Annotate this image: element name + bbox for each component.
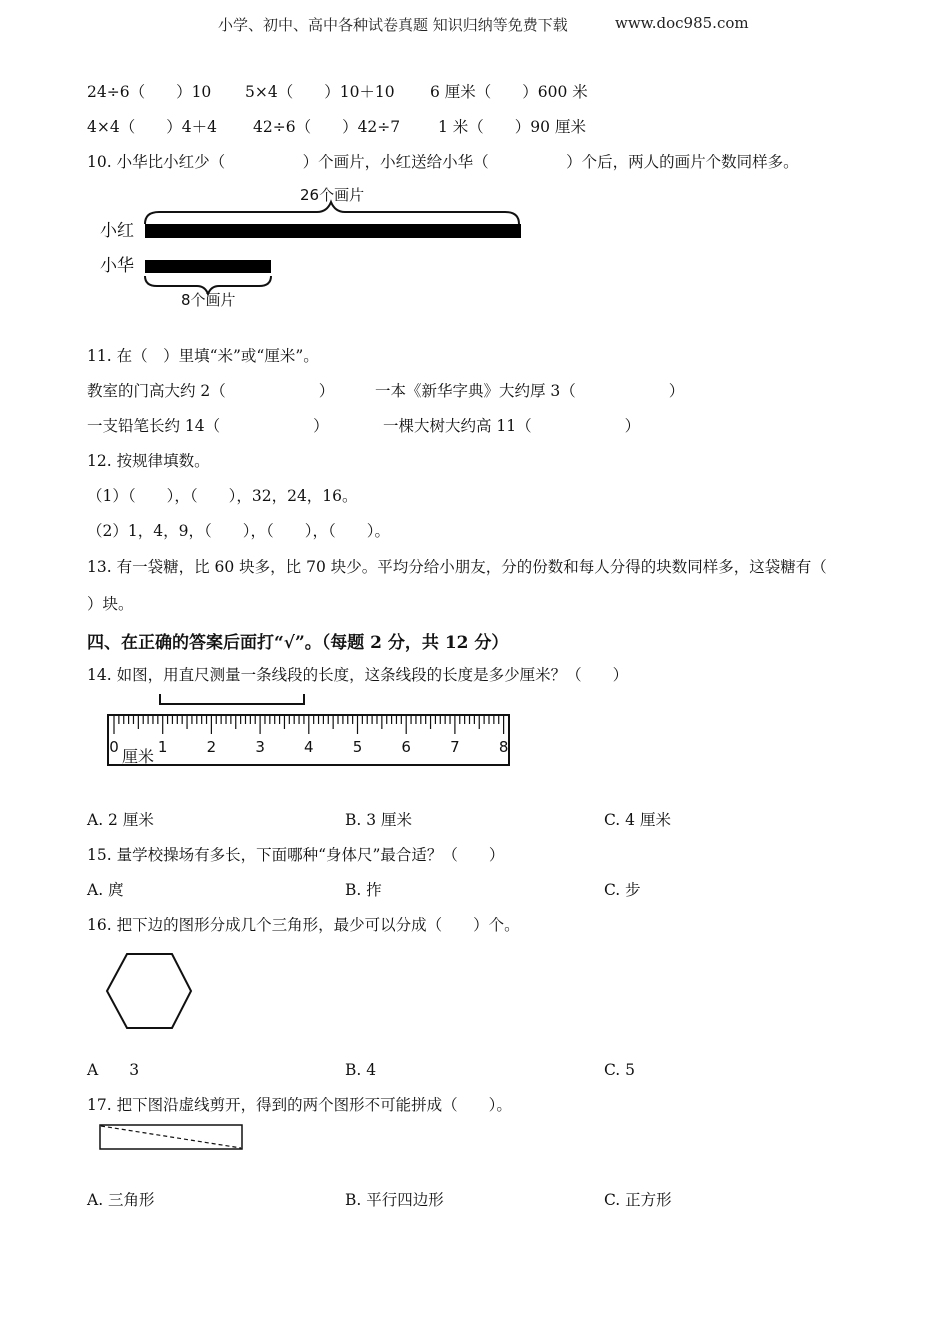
q11-b: 一本《新华字典》大约厚 3（ ） — [375, 382, 685, 400]
hexagon-figure — [100, 950, 200, 1034]
q13-line1: 13. 有一袋糖，比 60 块多，比 70 块少。平均分给小朋友，分的份数和每人分得的块数同样多，这袋糖有（ — [87, 558, 827, 576]
q10-bar-xiaohua — [145, 260, 271, 273]
compare-2-1: 4×4（ ）4＋4 — [87, 118, 217, 136]
q17-option-a[interactable]: A. 三角形 — [87, 1191, 155, 1209]
ruler-number: 7 — [450, 738, 460, 756]
q14-option-c[interactable]: C. 4 厘米 — [604, 811, 671, 829]
ruler-number: 3 — [255, 738, 265, 756]
q17-option-b[interactable]: B. 平行四边形 — [345, 1191, 444, 1209]
ruler-number: 5 — [352, 738, 363, 756]
section-4-heading: 四、在正确的答案后面打“√”。（每题 2 分，共 12 分） — [87, 633, 509, 653]
q14-text: 14. 如图，用直尺测量一条线段的长度，这条线段的长度是多少厘米？（ ） — [87, 666, 629, 684]
q16-text: 16. 把下边的图形分成几个三角形，最少可以分成（ ）个。 — [87, 916, 520, 934]
header-url[interactable]: www.doc985.com — [615, 14, 749, 32]
ruler-number: 1 — [157, 738, 168, 756]
q12-title: 12. 按规律填数。 — [87, 452, 210, 470]
ruler-number: 0 — [109, 738, 119, 756]
q16-option-b[interactable]: B. 4 — [345, 1061, 377, 1079]
cut-rectangle-figure — [98, 1123, 248, 1153]
q14-option-a[interactable]: A. 2 厘米 — [87, 811, 154, 829]
q10-top-brace-label: 26个画片 — [300, 186, 365, 204]
q10-bar-diagram — [95, 180, 535, 315]
measured-segment — [160, 694, 304, 704]
q11-c: 一支铅笔长约 14（ ） — [87, 417, 329, 435]
q10-label-xiaohong: 小红 — [100, 221, 134, 241]
header-text: 小学、初中、高中各种试卷真题 知识归纳等免费下载 — [218, 16, 568, 34]
q10-text: 10. 小华比小红少（ ）个画片，小红送给小华（ ）个后，两人的画片个数同样多。 — [87, 153, 799, 171]
q15-option-c[interactable]: C. 步 — [604, 881, 641, 899]
q11-title: 11. 在（ ）里填“米”或“厘米”。 — [87, 347, 319, 365]
q17-option-c[interactable]: C. 正方形 — [604, 1191, 672, 1209]
ruler-number: 6 — [401, 738, 411, 756]
compare-2-2: 42÷6（ ）42÷7 — [253, 118, 401, 136]
q15-text: 15. 量学校操场有多长，下面哪种“身体尺”最合适？（ ） — [87, 846, 505, 864]
q11-d: 一棵大树大约高 11（ ） — [383, 417, 641, 435]
compare-2-3: 1 米（ ）90 厘米 — [438, 118, 586, 136]
ruler-figure — [100, 686, 520, 772]
q16-option-c[interactable]: C. 5 — [604, 1061, 636, 1079]
q10-bar-xiaohong — [145, 224, 521, 238]
ruler-number: 8 — [498, 738, 509, 756]
q10-label-xiaohua: 小华 — [100, 256, 134, 276]
compare-1-1: 24÷6（ ）10 — [87, 83, 212, 101]
ruler-number: 4 — [304, 738, 314, 756]
q12-part2: （2）1，4，9，（ ），（ ），（ ）。 — [87, 522, 390, 540]
q17-text: 17. 把下图沿虚线剪开，得到的两个图形不可能拼成（ ）。 — [87, 1096, 512, 1114]
ruler-number: 2 — [206, 738, 217, 756]
q10-bottom-brace-label: 8个画片 — [181, 291, 236, 309]
q13-line2: ）块。 — [87, 595, 134, 613]
ruler-unit-label: 厘米 — [122, 747, 155, 766]
q12-part1: （1）（ ），（ ），32，24，16。 — [87, 487, 358, 505]
q14-option-b[interactable]: B. 3 厘米 — [345, 811, 413, 829]
q15-option-b[interactable]: B. 拃 — [345, 881, 382, 899]
compare-1-3: 6 厘米（ ）600 米 — [430, 83, 588, 101]
q15-option-a[interactable]: A. 庹 — [87, 881, 124, 899]
compare-1-2: 5×4（ ）10＋10 — [245, 83, 395, 101]
q11-a: 教室的门高大约 2（ ） — [87, 382, 335, 400]
q16-option-a[interactable]: A 3 — [87, 1061, 140, 1079]
